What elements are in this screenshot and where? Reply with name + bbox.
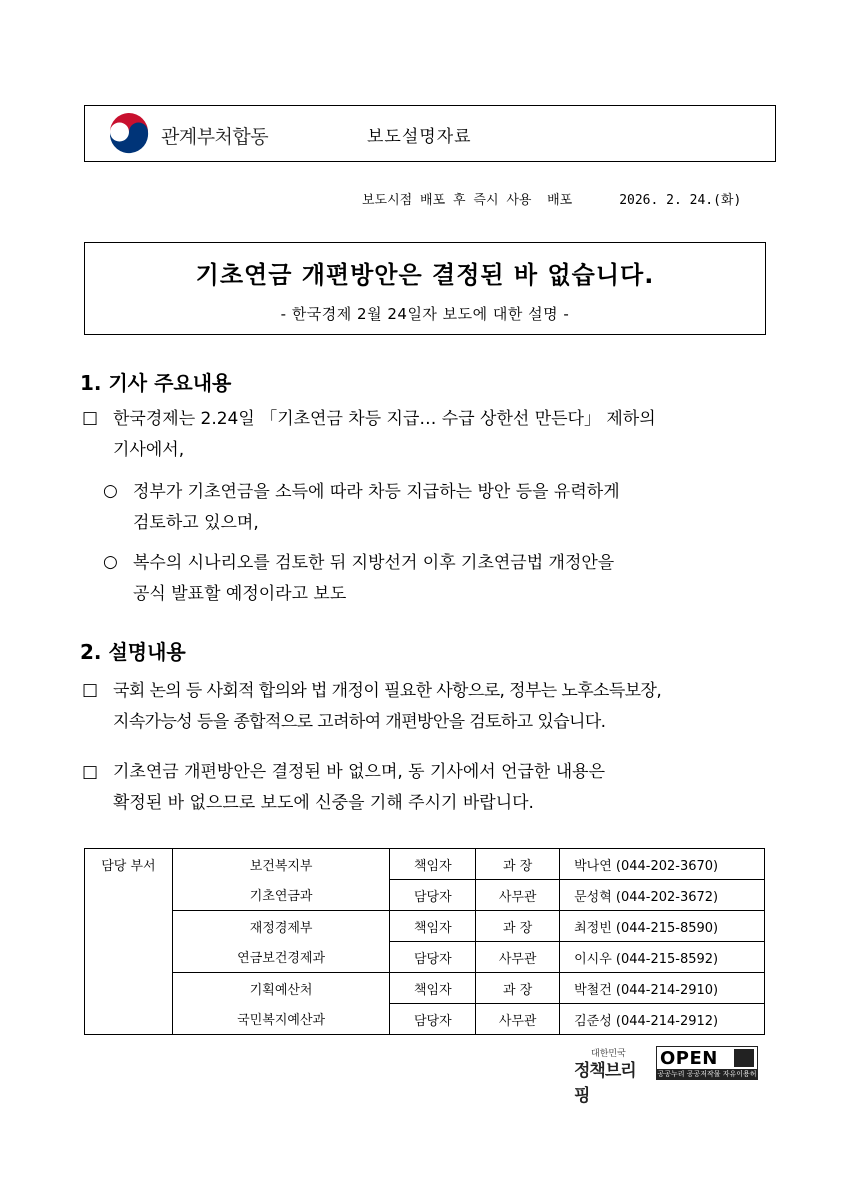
paragraph-line: 공식 발표할 예정이라고 보도: [133, 584, 347, 604]
circle-bullet: ○: [103, 552, 118, 572]
government-emblem-icon: [107, 112, 151, 156]
section-1-paragraph: [113, 404, 656, 466]
title-cell: 사무관: [476, 942, 560, 973]
role-cell: 담당자: [390, 942, 476, 973]
title-cell: 과 장: [476, 911, 560, 942]
page-subtitle: - 한국경제 2월 24일자 보도에 대한 설명 -: [280, 305, 570, 323]
name-cell: 박나연 (044-202-3670): [560, 849, 765, 880]
kogl-open-logo: [656, 1046, 758, 1088]
table-row: [85, 1004, 765, 1035]
paragraph-line: 복수의 시나리오를 검토한 뒤 지방선거 이후 기초연금법 개정안을: [133, 553, 615, 573]
table-row: [85, 911, 765, 942]
section-2-paragraph-1: [113, 676, 661, 738]
role-cell: 책임자: [390, 973, 476, 1004]
name-cell: 이시우 (044-215-8592): [560, 942, 765, 973]
agency-cell: 기초연금과: [172, 880, 390, 911]
section-1-heading: 1. 기사 주요내용: [80, 371, 232, 395]
agency-cell: 기획예산처: [172, 973, 390, 1004]
section-1-bullet-1: [133, 477, 620, 539]
role-cell: 책임자: [390, 911, 476, 942]
agency-cell: 재정경제부: [172, 911, 390, 942]
name-cell: 문성혁 (044-202-3672): [560, 880, 765, 911]
briefing-small-text: 대한민국: [591, 1049, 626, 1059]
org-name: 관계부처합동: [161, 126, 269, 148]
square-bullet: □: [82, 408, 99, 428]
title-cell: 사무관: [476, 1004, 560, 1035]
policy-briefing-logo: [574, 1046, 648, 1106]
contact-table: [84, 848, 765, 1035]
paragraph-line: 검토하고 있으며,: [133, 513, 259, 533]
title-cell: 과 장: [476, 973, 560, 1004]
title-cell: 사무관: [476, 880, 560, 911]
title-box: [84, 242, 766, 335]
open-subtext: 공공누리 공공저작물 자유이용허락: [657, 1070, 757, 1088]
open-text: OPEN: [660, 1048, 718, 1069]
paragraph-line: 기초연금 개편방안은 결정된 바 없으며, 동 기사에서 언급한 내용은: [113, 762, 606, 782]
table-row: [85, 849, 765, 880]
title-cell: 과 장: [476, 849, 560, 880]
agency-cell: 연금보건경제과: [172, 942, 390, 973]
role-cell: 담당자: [390, 880, 476, 911]
square-bullet: □: [82, 762, 99, 782]
table-row: [85, 942, 765, 973]
section-2-paragraph-2: [113, 757, 605, 819]
agency-cell: 국민복지예산과: [172, 1004, 390, 1035]
dept-label: 담당 부서: [85, 849, 173, 1035]
section-2-heading: 2. 설명내용: [80, 640, 186, 664]
paragraph-line: 확정된 바 없으므로 보도에 신중을 기해 주시기 바랍니다.: [113, 793, 534, 813]
table-row: [85, 973, 765, 1004]
release-date: 2026. 2. 24.(화): [619, 193, 742, 208]
doc-type: 보도설명자료: [367, 127, 472, 147]
header-box: [84, 105, 776, 162]
paragraph-line: 기사에서,: [113, 440, 185, 460]
paragraph-line: 지속가능성 등을 종합적으로 고려하여 개편방안을 검토하고 있습니다.: [113, 712, 606, 732]
release-line: [362, 189, 741, 208]
circle-bullet: ○: [103, 481, 118, 501]
agency-cell: 보건복지부: [172, 849, 390, 880]
briefing-big-text: 정책브리핑: [574, 1061, 636, 1106]
release-text: 보도시점 배포 후 즉시 사용 배포: [362, 193, 573, 208]
square-bullet: □: [82, 680, 99, 700]
name-cell: 김준성 (044-214-2912): [560, 1004, 765, 1035]
section-1-bullet-2: [133, 548, 614, 610]
paragraph-line: 정부가 기초연금을 소득에 따라 차등 지급하는 방안 등을 유력하게: [133, 482, 620, 502]
kogl-badge-icon: [734, 1049, 754, 1067]
name-cell: 최정빈 (044-215-8590): [560, 911, 765, 942]
role-cell: 책임자: [390, 849, 476, 880]
paragraph-line: 한국경제는 2.24일 「기초연금 차등 지급… 수급 상한선 만든다」 제하의: [113, 409, 656, 429]
name-cell: 박철건 (044-214-2910): [560, 973, 765, 1004]
table-row: [85, 880, 765, 911]
page-title: 기초연금 개편방안은 결정된 바 없습니다.: [195, 261, 655, 289]
role-cell: 담당자: [390, 1004, 476, 1035]
paragraph-line: 국회 논의 등 사회적 합의와 법 개정이 필요한 사항으로, 정부는 노후소득보장,: [113, 681, 662, 701]
